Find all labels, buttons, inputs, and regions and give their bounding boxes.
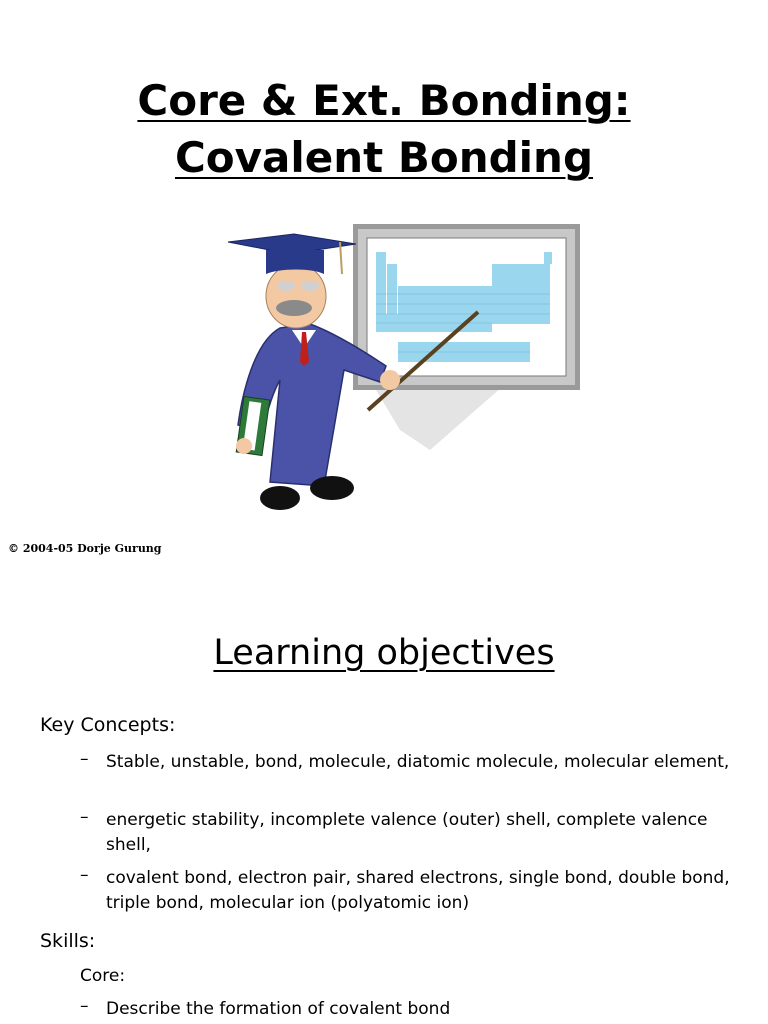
periodic-table-board bbox=[353, 224, 580, 390]
learning-objectives-heading bbox=[0, 633, 768, 673]
title-line-1: Core & Ext. Bonding: bbox=[137, 76, 631, 125]
key-concept-text: Stable, unstable, bond, molecule, diatomic molecule, molecular element, bbox=[106, 752, 730, 772]
copyright-notice: © 2004-05 Dorje Gurung bbox=[8, 542, 162, 555]
key-concept-item bbox=[80, 750, 740, 775]
key-concept-item bbox=[80, 808, 740, 858]
key-concepts-label: Key Concepts: bbox=[40, 714, 176, 736]
key-concept-text: covalent bond, electron pair, shared electrons, single bond, double bond, triple bond, molecular ion (polyatomic ion) bbox=[106, 868, 730, 913]
skill-item bbox=[80, 997, 740, 1022]
bullet-dash: – bbox=[80, 865, 89, 885]
skill-text: Describe the formation of covalent bond bbox=[106, 999, 451, 1019]
bullet-dash: – bbox=[80, 807, 89, 827]
key-concept-text: energetic stability, incomplete valence (outer) shell, complete valence shell, bbox=[106, 810, 708, 855]
professor-clipart bbox=[220, 220, 590, 520]
title-line-2: Covalent Bonding bbox=[174, 133, 594, 182]
skills-label: Skills: bbox=[40, 930, 96, 952]
heading-text: Learning objectives bbox=[213, 633, 555, 673]
slide-title bbox=[0, 72, 768, 186]
bullet-dash: – bbox=[80, 996, 89, 1016]
key-concept-item bbox=[80, 866, 740, 916]
core-label: Core: bbox=[80, 966, 126, 986]
bullet-dash: – bbox=[80, 749, 89, 769]
